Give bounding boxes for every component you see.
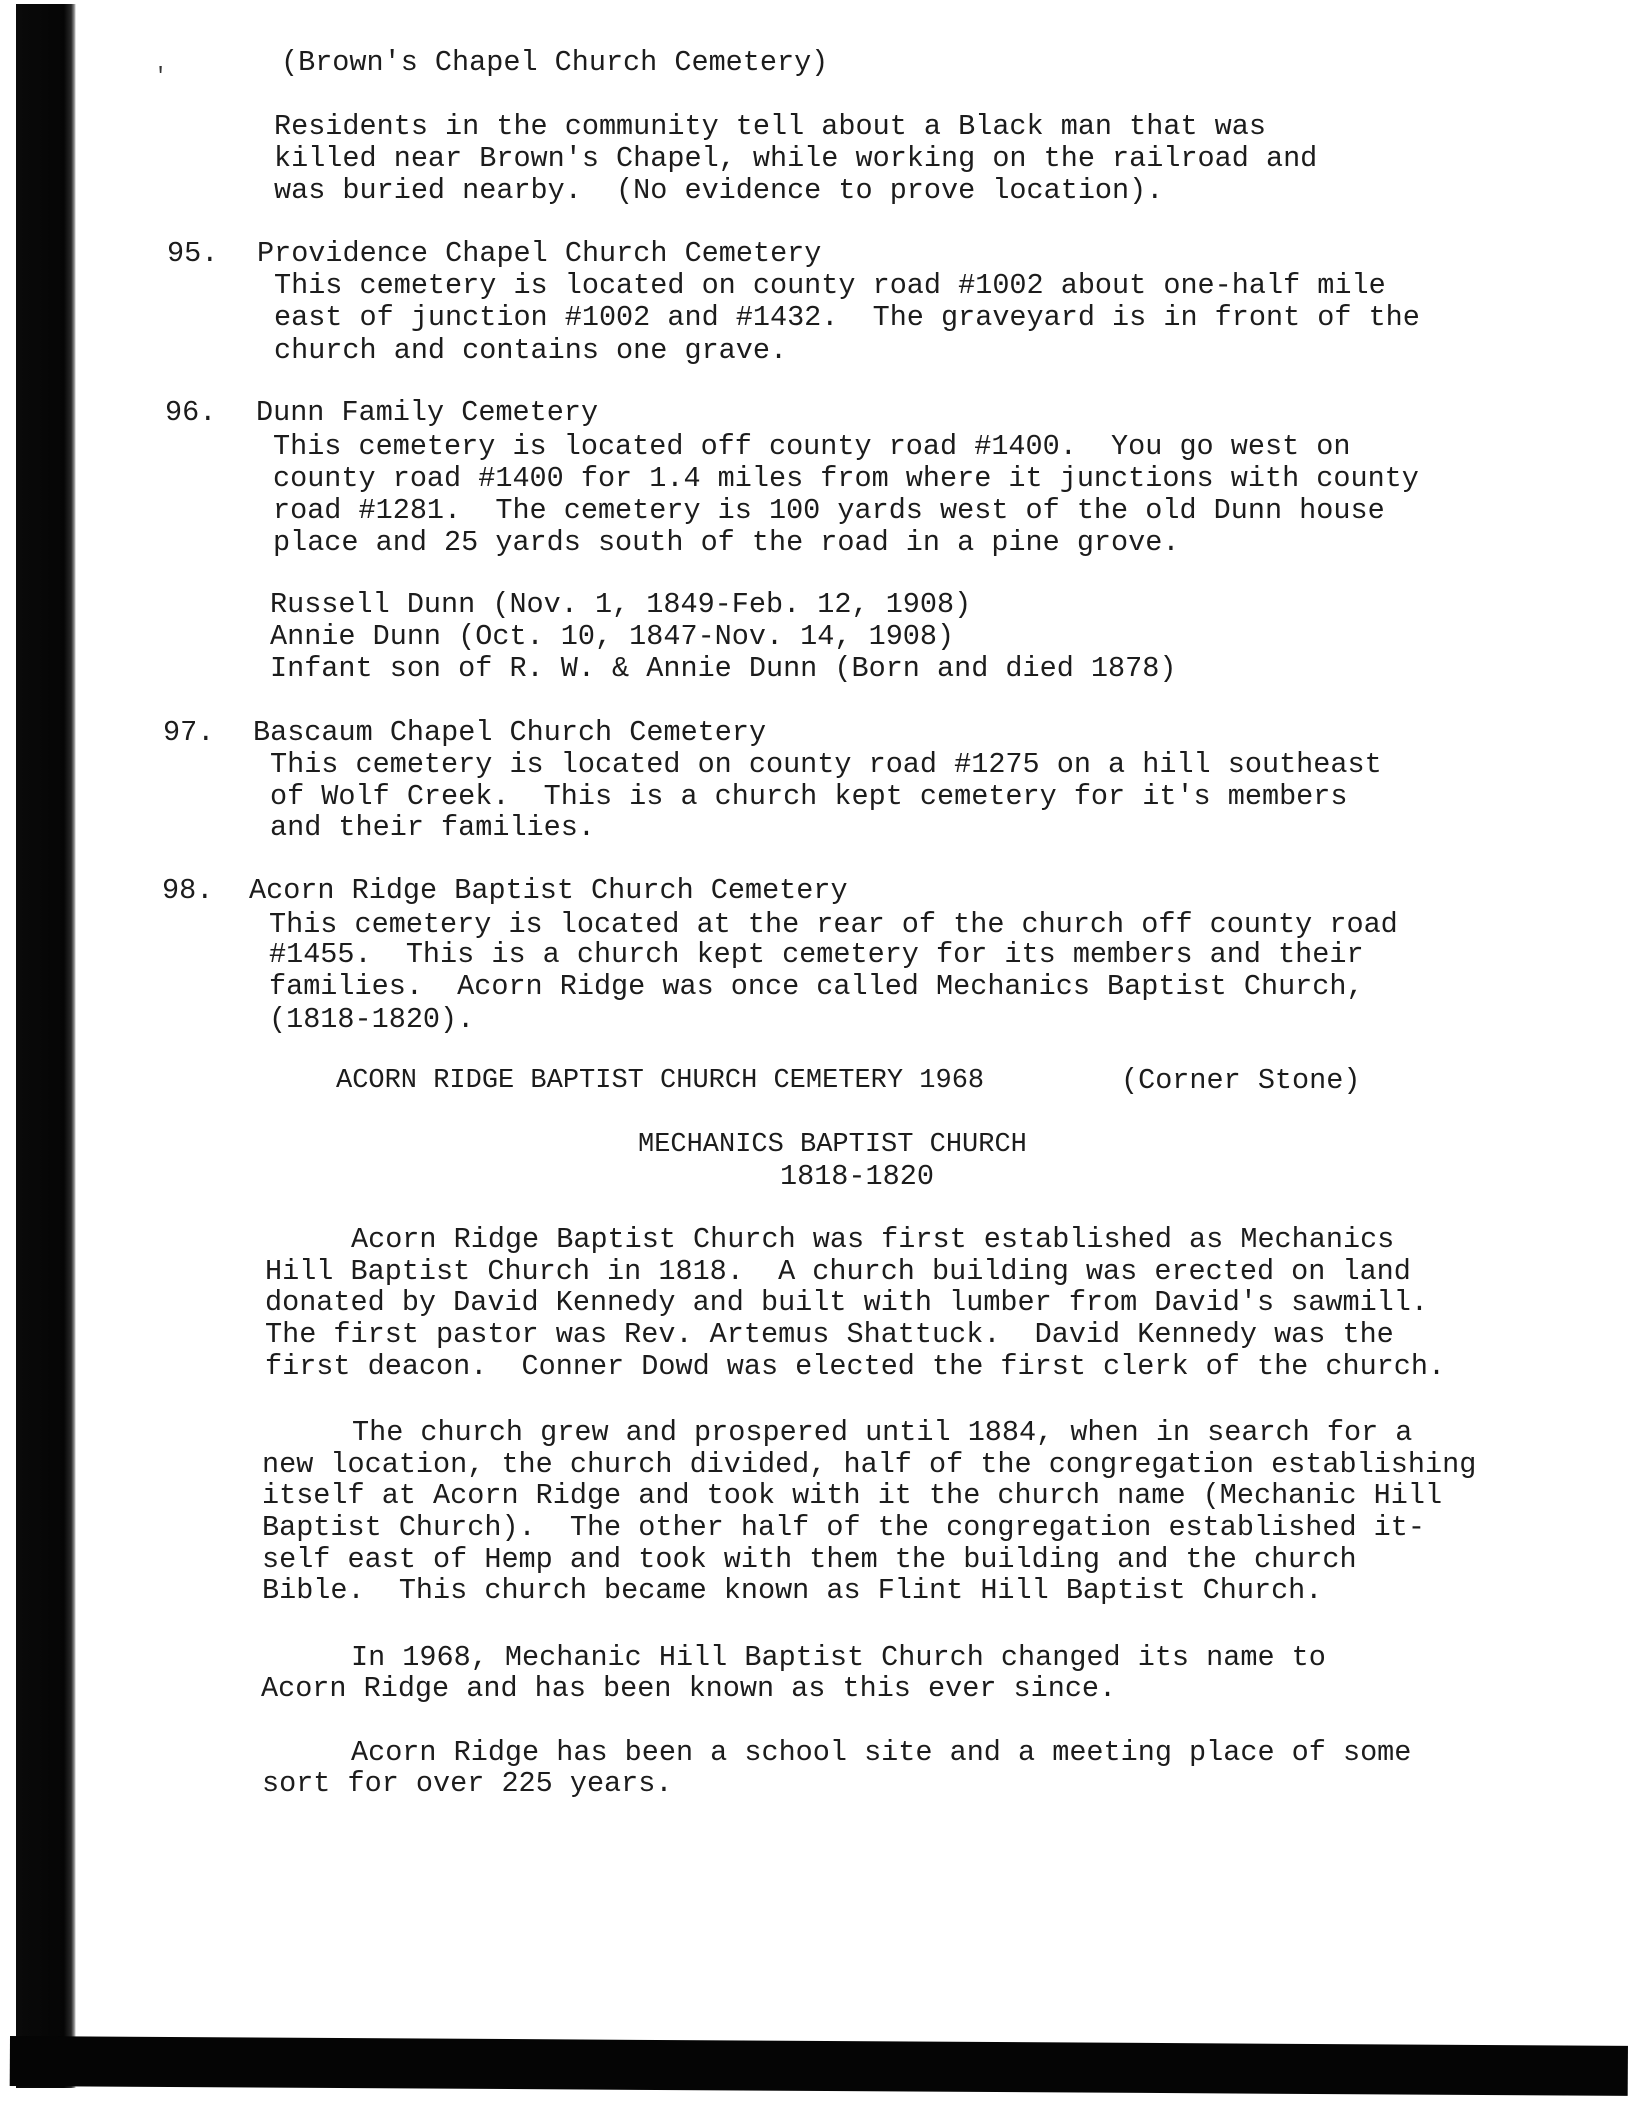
church-name-heading: MECHANICS BAPTIST CHURCH [638, 1130, 1027, 1160]
burial-record: Annie Dunn (Oct. 10, 1847-Nov. 14, 1908) [270, 620, 955, 653]
history-line: new location, the church divided, half of the congregation establishing [262, 1448, 1477, 1481]
history-line: In 1968, Mechanic Hill Baptist Church changed its name to [351, 1641, 1326, 1674]
history-line: first deacon. Conner Dowd was elected the first clerk of the church. [265, 1350, 1446, 1383]
entry-line: This cemetery is located off county road #1400. You go west on [273, 430, 1351, 463]
history-line: Acorn Ridge and has been known as this ever since. [261, 1672, 1117, 1705]
entry-title: Acorn Ridge Baptist Church Cemetery [249, 874, 848, 907]
cornerstone-note: (Corner Stone) [1121, 1064, 1361, 1097]
paragraph-line: killed near Brown's Chapel, while working on the railroad and [274, 142, 1318, 175]
entry-number: 97. [163, 716, 215, 749]
entry-number: 98. [162, 874, 214, 907]
entry-line: church and contains one grave. [274, 334, 788, 367]
history-line: self east of Hemp and took with them the building and the church [262, 1543, 1357, 1576]
scan-border-left [16, 4, 76, 2088]
burial-record: Russell Dunn (Nov. 1, 1849-Feb. 12, 1908) [270, 588, 972, 621]
section-title: (Brown's Chapel Church Cemetery) [281, 46, 829, 79]
entry-line: (1818-1820). [269, 1003, 475, 1036]
entry-number: 96. [165, 396, 217, 429]
church-years: 1818-1820 [780, 1160, 934, 1193]
history-line: donated by David Kennedy and built with lumber from David's sawmill. [265, 1286, 1428, 1319]
history-line: Bible. This church became known as Flint Hill Baptist Church. [262, 1574, 1323, 1607]
history-line: sort for over 225 years. [262, 1767, 673, 1800]
entry-line: This cemetery is located on county road #1002 about one-half mile [274, 269, 1386, 302]
entry-line: This cemetery is located on county road #1275 on a hill southeast [270, 748, 1382, 781]
history-line: The first pastor was Rev. Artemus Shattuck. David Kennedy was the [265, 1318, 1394, 1351]
entry-line: of Wolf Creek. This is a church kept cemetery for it's members [270, 780, 1348, 813]
entry-number: 95. [167, 237, 219, 270]
entry-line: #1455. This is a church kept cemetery for its members and their [269, 938, 1364, 971]
burial-record: Infant son of R. W. & Annie Dunn (Born and died 1878) [270, 652, 1177, 685]
entry-title: Bascaum Chapel Church Cemetery [253, 716, 767, 749]
history-line: Acorn Ridge Baptist Church was first established as Mechanics [351, 1223, 1395, 1256]
stray-mark: ' [154, 64, 168, 89]
paragraph-line: was buried nearby. (No evidence to prove location). [274, 174, 1164, 207]
scan-border-bottom [10, 2036, 1628, 2096]
history-line: Baptist Church). The other half of the congregation established it- [262, 1511, 1425, 1544]
entry-line: place and 25 yards south of the road in a pine grove. [273, 526, 1180, 559]
entry-title: Providence Chapel Church Cemetery [257, 237, 822, 270]
entry-line: and their families. [270, 811, 595, 844]
entry-line: east of junction #1002 and #1432. The graveyard is in front of the [274, 301, 1420, 334]
entry-title: Dunn Family Cemetery [256, 396, 599, 429]
history-line: The church grew and prospered until 1884, when in search for a [352, 1416, 1413, 1449]
history-line: itself at Acorn Ridge and took with it the church name (Mechanic Hill [262, 1479, 1443, 1512]
entry-line: families. Acorn Ridge was once called Mechanics Baptist Church, [269, 970, 1364, 1003]
cornerstone-heading: ACORN RIDGE BAPTIST CHURCH CEMETERY 1968 [336, 1066, 985, 1096]
history-line: Hill Baptist Church in 1818. A church building was erected on land [265, 1255, 1411, 1288]
entry-line: road #1281. The cemetery is 100 yards west of the old Dunn house [273, 494, 1385, 527]
paragraph-line: Residents in the community tell about a Black man that was [274, 110, 1266, 143]
entry-line: county road #1400 for 1.4 miles from where it junctions with county [273, 462, 1419, 495]
history-line: Acorn Ridge has been a school site and a meeting place of some [351, 1736, 1412, 1769]
entry-line: This cemetery is located at the rear of the church off county road [269, 908, 1398, 941]
